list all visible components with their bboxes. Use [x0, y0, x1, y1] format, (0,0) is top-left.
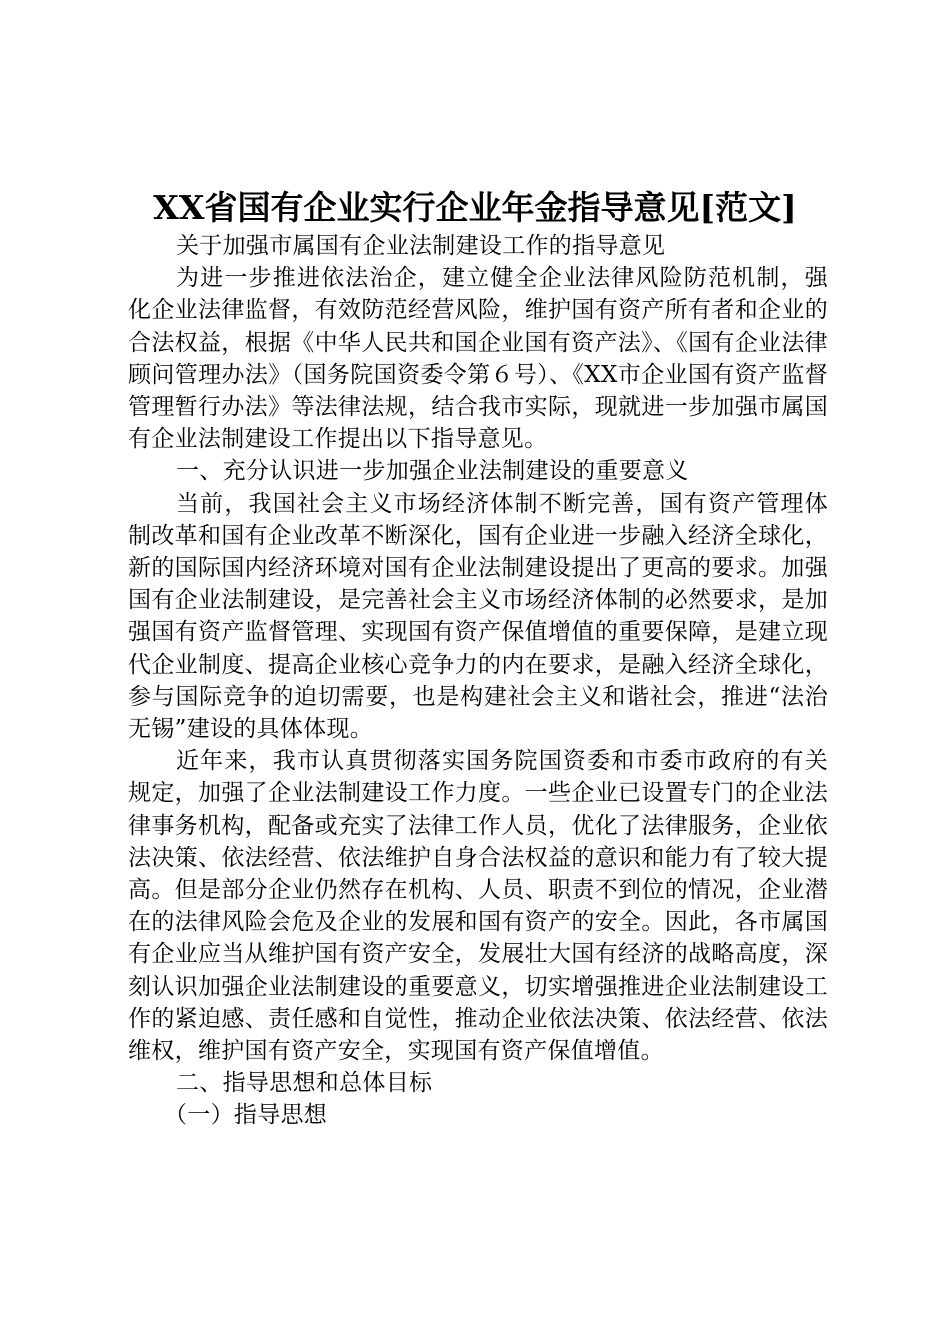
section-heading-1: 一、充分认识进一步加强企业法制建设的重要意义	[176, 458, 689, 485]
body-paragraph: 当前，我国社会主义市场经济体制不断完善，国有资产管理体制改革和国有企业改革不断深化，国有企业进一步融入经济全球化，新的国际国内经济环境对国有企业法制建设提出了更高的要求。加强国有企业法制建设，是完善社会主义市场经济体制的必然要求，是加强国有资产监督管理、实现国有资产保值增值的重要保障，是建立现代企业制度、提高企业核心竞争力的内在要求，是融入经济全球化，参与国际竞争的迫切需要，也是构建社会主义和谐社会，推进“法治无锡”建设的具体体现。	[128, 490, 828, 743]
document-title: XX省国有企业实行企业年金指导意见[范文]	[153, 188, 797, 227]
body-paragraph: 近年来，我市认真贯彻落实国务院国资委和市委市政府的有关规定，加强了企业法制建设工作力度。一些企业已设置专门的企业法律事务机构，配备或充实了法律工作人员，优化了法律服务，企业依法决策、依法经营、依法维护自身合法权益的意识和能力有了较大提高。但是部分企业仍然存在机构、人员、职责不到位的情况，企业潜在的法律风险会危及企业的发展和国有资产的安全。因此，各市属国有企业应当从维护国有资产安全，发展壮大国有经济的战略高度，深刻认识加强企业法制建设的重要意义，切实增强推进企业法制建设工作的紧迫感、责任感和自觉性，推动企业依法决策、依法经营、依法维权，维护国有资产安全，实现国有资产保值增值。	[128, 748, 828, 1065]
subtitle-paragraph: 关于加强市属国有企业法制建设工作的指导意见	[176, 233, 666, 259]
intro-paragraph: 为进一步推进依法治企，建立健全企业法律风险防范机制，强化企业法律监督，有效防范经营风险，维护国有资产所有者和企业的合法权益，根据《中华人民共和国企业国有资产法》、《国有企业法律顾问管理办法》（国务院国资委令第６号）、《XX市企业国有资产监督管理暂行办法》等法律法规，结合我市实际，现就进一步加强市属国有企业法制建设工作提出以下指导意见。	[128, 265, 828, 453]
subsection-heading: （一）指导思想	[164, 1102, 328, 1129]
section-heading-2: 二、指导思想和总体目标	[176, 1070, 433, 1097]
document-body	[128, 230, 828, 1132]
